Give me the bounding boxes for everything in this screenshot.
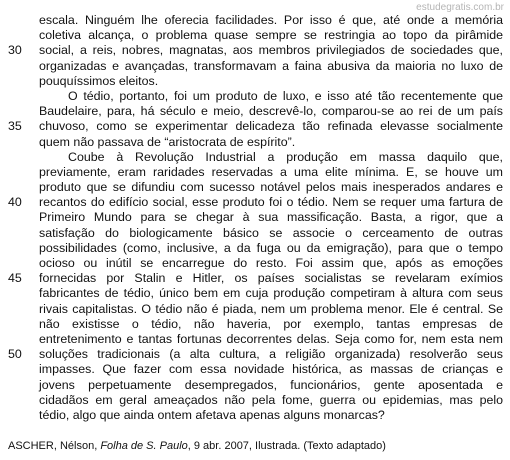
- line-text: jovens perpetuamente desempregados, funcionários, gente aposentada e: [39, 377, 503, 392]
- text-line: [0, 332, 510, 347]
- line-text: fabricantes de tédio, único bem em cuja produção competiram à altura com seus: [39, 286, 503, 301]
- text-line: [0, 180, 510, 195]
- line-text: Baudelaire, para, há século e meio, descrevê-lo, comparou-se ao rei de um país: [39, 104, 503, 119]
- text-line: [0, 13, 510, 28]
- line-text: fornecidas por Stalin e Hitler, os países socialistas se revelaram exímios: [39, 271, 503, 286]
- line-text: chuvoso, como se experimentar delicadeza tão refinada elevasse socialmente: [39, 119, 503, 134]
- text-line: [0, 393, 510, 408]
- text-line: [0, 74, 510, 89]
- line-text: social, a reis, nobres, magnatas, aos membros privilegiados de sociedades que,: [39, 43, 503, 58]
- line-text: não existisse o tédio, não haveria, por exemplo, tantas empresas de: [39, 316, 503, 331]
- text-body: [0, 13, 510, 423]
- text-line: [0, 286, 510, 301]
- text-line: [0, 89, 510, 104]
- text-line: [0, 408, 510, 423]
- line-text: pouquíssimos eleitos.: [39, 73, 159, 88]
- line-number: 30: [8, 43, 22, 58]
- line-number: 40: [8, 195, 22, 210]
- text-line: [0, 210, 510, 225]
- source-citation: [8, 440, 386, 452]
- text-line: [0, 302, 510, 317]
- line-number: 45: [8, 271, 22, 286]
- text-line: [0, 362, 510, 377]
- line-text: soluções tradicionais (a alta cultura, a religião organizada) resolverão seus: [39, 347, 503, 362]
- text-line: [0, 347, 510, 362]
- text-line: [0, 119, 510, 134]
- line-text: Coube à Revolução Industrial a produção em massa daquilo que,: [68, 149, 503, 164]
- citation-publication: Folha de S. Paulo: [100, 440, 188, 452]
- line-text: satisfação do biologicamente básico se associe o cerceamento de outras: [39, 225, 503, 240]
- line-text: recantos do edifício social, esse produto foi o tédio. Nem se requer uma fartura de: [39, 195, 503, 210]
- site-watermark: estudegratis.com.br: [416, 2, 504, 13]
- line-text: ocioso ou inútil se encarregue do resto. Foi assim que, após as emoções: [39, 256, 503, 270]
- text-line: [0, 28, 510, 43]
- text-line: [0, 165, 510, 180]
- text-line: [0, 226, 510, 241]
- line-text: impasses. Que fazer com essa novidade histórica, as massas de crianças e: [39, 362, 503, 377]
- text-line: [0, 104, 510, 119]
- citation-details: , 9 abr. 2007, Ilustrada. (Texto adaptado): [187, 440, 386, 452]
- line-text: possibilidades (como, inclusive, a da fuga ou da emigração), para que o tempo: [39, 240, 503, 255]
- line-text: entretenimento e tantas fortunas decorrentes delas. Seja como for, nem esta nem: [39, 331, 503, 346]
- line-number: 35: [8, 119, 22, 134]
- line-text: organizadas e avançadas, transformavam a faina abusiva da maioria no luxo de: [39, 58, 503, 73]
- line-number: 50: [8, 347, 22, 362]
- line-text: coletiva alcança, o problema quase sempre se restringia ao topo da pirâmide: [39, 28, 503, 43]
- line-text: rivais capitalistas. O tédio não é piada, nem um problema menor. Ele é central. Se: [39, 301, 503, 316]
- text-line: [0, 59, 510, 74]
- text-line: [0, 241, 510, 256]
- text-line: [0, 378, 510, 393]
- line-text: previamente, eram raridades reservadas a uma elite mínima. E, se houve um: [39, 164, 503, 179]
- text-line: [0, 135, 510, 150]
- citation-author: ASCHER, Nélson,: [8, 440, 101, 452]
- text-line: [0, 317, 510, 332]
- line-text: cidadãos em geral ameaçados não pela fome, guerra ou epidemias, mas pelo: [39, 392, 503, 407]
- text-line: [0, 271, 510, 286]
- line-text: tédio, algo que ainda ontem afetava apenas alguns monarcas?: [39, 407, 385, 422]
- text-line: [0, 43, 510, 58]
- line-text: O tédio, portanto, foi um produto de luxo, e isso até tão recentemente que: [68, 88, 503, 103]
- text-line: [0, 150, 510, 165]
- text-line: [0, 256, 510, 271]
- line-text: quem não passava de “aristocrata de espírito”.: [39, 134, 296, 149]
- line-text: escala. Ninguém lhe oferecia facilidades. Por isso é que, até onde a memória: [39, 13, 503, 27]
- text-line: [0, 195, 510, 210]
- line-text: Primeiro Mundo para se chegar à sua massificação. Basta, a rigor, que a: [39, 210, 503, 225]
- line-text: produto que se difundiu com sucesso notável pelos mais inesperados andares e: [39, 180, 503, 195]
